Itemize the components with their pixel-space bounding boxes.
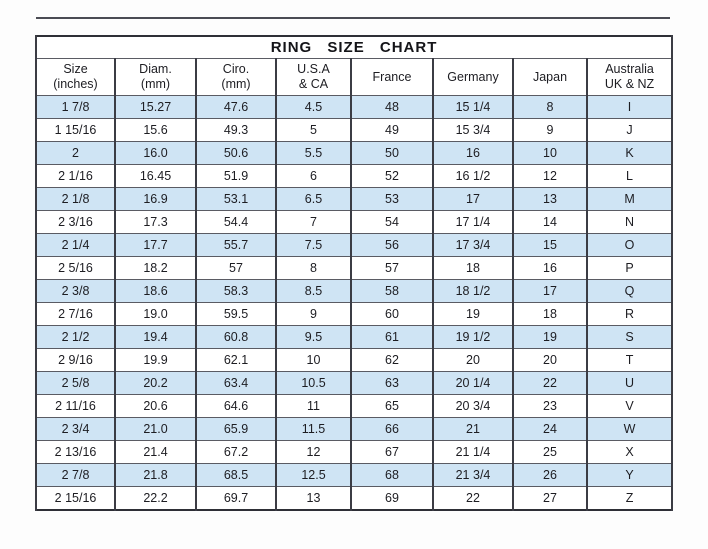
table-cell: 2 — [36, 142, 115, 165]
table-cell: M — [587, 188, 672, 211]
table-cell: 18 — [433, 257, 513, 280]
table-body — [36, 96, 672, 511]
table-cell: 16.45 — [115, 165, 196, 188]
table-row — [36, 487, 672, 511]
table-cell: 18 — [513, 303, 587, 326]
table-cell: 54 — [351, 211, 433, 234]
table-cell: 5.5 — [276, 142, 351, 165]
table-cell: 68 — [351, 464, 433, 487]
table-cell: 49 — [351, 119, 433, 142]
table-cell: 19.4 — [115, 326, 196, 349]
table-cell: 20.6 — [115, 395, 196, 418]
table-cell: T — [587, 349, 672, 372]
table-cell: 59.5 — [196, 303, 276, 326]
table-cell: 19.0 — [115, 303, 196, 326]
table-cell: 16 1/2 — [433, 165, 513, 188]
table-cell: 50 — [351, 142, 433, 165]
column-header-japan: Japan — [513, 59, 587, 96]
table-cell: S — [587, 326, 672, 349]
table-cell: 63.4 — [196, 372, 276, 395]
table-cell: 16 — [433, 142, 513, 165]
table-cell: Y — [587, 464, 672, 487]
table-cell: 58 — [351, 280, 433, 303]
table-cell: 2 5/16 — [36, 257, 115, 280]
table-cell: O — [587, 234, 672, 257]
table-row — [36, 188, 672, 211]
table-cell: 18 1/2 — [433, 280, 513, 303]
table-cell: 10 — [513, 142, 587, 165]
table-cell: 4.5 — [276, 96, 351, 119]
table-cell: V — [587, 395, 672, 418]
table-row — [36, 418, 672, 441]
title-row — [36, 36, 672, 59]
table-cell: K — [587, 142, 672, 165]
table-cell: 20 — [433, 349, 513, 372]
table-cell: 17 — [433, 188, 513, 211]
table-cell: 11 — [276, 395, 351, 418]
table-cell: 48 — [351, 96, 433, 119]
table-row — [36, 326, 672, 349]
table-cell: 50.6 — [196, 142, 276, 165]
table-row — [36, 257, 672, 280]
table-cell: 22.2 — [115, 487, 196, 511]
table-cell: 60 — [351, 303, 433, 326]
header-row — [36, 59, 672, 96]
table-cell: 17 3/4 — [433, 234, 513, 257]
column-header-circumference-mm: Ciro. (mm) — [196, 59, 276, 96]
table-cell: 65 — [351, 395, 433, 418]
column-header-france: France — [351, 59, 433, 96]
table-cell: 61 — [351, 326, 433, 349]
table-cell: 69.7 — [196, 487, 276, 511]
table-cell: 25 — [513, 441, 587, 464]
table-cell: 20 1/4 — [433, 372, 513, 395]
table-cell: 20.2 — [115, 372, 196, 395]
table-row — [36, 165, 672, 188]
table-cell: 2 11/16 — [36, 395, 115, 418]
table-cell: 53 — [351, 188, 433, 211]
table-cell: 21 3/4 — [433, 464, 513, 487]
top-rule — [36, 17, 670, 19]
table-cell: 64.6 — [196, 395, 276, 418]
table-cell: L — [587, 165, 672, 188]
table-cell: 18.2 — [115, 257, 196, 280]
table-cell: 9.5 — [276, 326, 351, 349]
table-cell: 15.27 — [115, 96, 196, 119]
table-cell: 20 3/4 — [433, 395, 513, 418]
table-cell: 62.1 — [196, 349, 276, 372]
table-cell: 22 — [513, 372, 587, 395]
table-row — [36, 303, 672, 326]
table-cell: 17 1/4 — [433, 211, 513, 234]
table-cell: Q — [587, 280, 672, 303]
table-cell: 2 1/8 — [36, 188, 115, 211]
table-cell: 26 — [513, 464, 587, 487]
table-cell: 15.6 — [115, 119, 196, 142]
table-cell: 21.8 — [115, 464, 196, 487]
table-cell: 7.5 — [276, 234, 351, 257]
table-cell: 20 — [513, 349, 587, 372]
table-cell: 2 7/16 — [36, 303, 115, 326]
table-cell: 7 — [276, 211, 351, 234]
table-cell: 56 — [351, 234, 433, 257]
table-cell: 2 1/4 — [36, 234, 115, 257]
table-cell: 24 — [513, 418, 587, 441]
table-cell: 2 3/4 — [36, 418, 115, 441]
table-cell: 60.8 — [196, 326, 276, 349]
table-cell: 65.9 — [196, 418, 276, 441]
table-cell: 22 — [433, 487, 513, 511]
table-cell: 13 — [276, 487, 351, 511]
column-header-australia-uk-nz: Australia UK & NZ — [587, 59, 672, 96]
table-row — [36, 372, 672, 395]
table-cell: W — [587, 418, 672, 441]
table-cell: N — [587, 211, 672, 234]
table-cell: 67.2 — [196, 441, 276, 464]
table-row — [36, 464, 672, 487]
table-cell: 15 — [513, 234, 587, 257]
table-cell: 2 13/16 — [36, 441, 115, 464]
table-cell: 2 1/16 — [36, 165, 115, 188]
table-cell: 57 — [351, 257, 433, 280]
table-cell: 2 7/8 — [36, 464, 115, 487]
table-cell: 52 — [351, 165, 433, 188]
table-cell: 67 — [351, 441, 433, 464]
table-cell: 16 — [513, 257, 587, 280]
table-cell: 19 — [433, 303, 513, 326]
table-cell: P — [587, 257, 672, 280]
table-cell: 2 9/16 — [36, 349, 115, 372]
table-cell: 2 1/2 — [36, 326, 115, 349]
table-cell: 15 1/4 — [433, 96, 513, 119]
table-row — [36, 142, 672, 165]
table-cell: 14 — [513, 211, 587, 234]
table-row — [36, 441, 672, 464]
table-cell: 62 — [351, 349, 433, 372]
table-cell: 21 1/4 — [433, 441, 513, 464]
table-cell: 5 — [276, 119, 351, 142]
table-cell: 17.7 — [115, 234, 196, 257]
table-cell: 53.1 — [196, 188, 276, 211]
table-row — [36, 211, 672, 234]
table-cell: Z — [587, 487, 672, 511]
ring-size-table — [35, 35, 673, 511]
table-cell: 10.5 — [276, 372, 351, 395]
table-cell: 27 — [513, 487, 587, 511]
table-cell: 16.0 — [115, 142, 196, 165]
table-cell: 63 — [351, 372, 433, 395]
column-header-size-inches: Size (inches) — [36, 59, 115, 96]
table-cell: J — [587, 119, 672, 142]
table-row — [36, 119, 672, 142]
table-cell: 57 — [196, 257, 276, 280]
table-cell: 9 — [513, 119, 587, 142]
table-cell: 21.4 — [115, 441, 196, 464]
table-cell: 18.6 — [115, 280, 196, 303]
table-cell: 17 — [513, 280, 587, 303]
table-cell: 55.7 — [196, 234, 276, 257]
table-row — [36, 234, 672, 257]
table-cell: 2 5/8 — [36, 372, 115, 395]
table-cell: 58.3 — [196, 280, 276, 303]
table-cell: 9 — [276, 303, 351, 326]
table-cell: 2 3/8 — [36, 280, 115, 303]
table-cell: 23 — [513, 395, 587, 418]
table-row — [36, 280, 672, 303]
table-cell: X — [587, 441, 672, 464]
table-cell: 8 — [276, 257, 351, 280]
column-header-germany: Germany — [433, 59, 513, 96]
table-title: RING SIZE CHART — [36, 36, 672, 59]
table-cell: 12 — [276, 441, 351, 464]
table-cell: 8.5 — [276, 280, 351, 303]
table-cell: U — [587, 372, 672, 395]
table-cell: 6.5 — [276, 188, 351, 211]
table-cell: 19.9 — [115, 349, 196, 372]
table-cell: 69 — [351, 487, 433, 511]
table-cell: 49.3 — [196, 119, 276, 142]
table-cell: 11.5 — [276, 418, 351, 441]
table-cell: I — [587, 96, 672, 119]
table-cell: 19 — [513, 326, 587, 349]
table-cell: 47.6 — [196, 96, 276, 119]
table-cell: 1 7/8 — [36, 96, 115, 119]
table-cell: 21 — [433, 418, 513, 441]
table-cell: 66 — [351, 418, 433, 441]
table-cell: 8 — [513, 96, 587, 119]
table-cell: 2 3/16 — [36, 211, 115, 234]
table-cell: 51.9 — [196, 165, 276, 188]
column-header-usa-ca: U.S.A & CA — [276, 59, 351, 96]
table-cell: 54.4 — [196, 211, 276, 234]
table-row — [36, 96, 672, 119]
table-row — [36, 395, 672, 418]
table-cell: 13 — [513, 188, 587, 211]
table-row — [36, 349, 672, 372]
table-cell: 15 3/4 — [433, 119, 513, 142]
table-cell: R — [587, 303, 672, 326]
table-cell: 2 15/16 — [36, 487, 115, 511]
table-cell: 21.0 — [115, 418, 196, 441]
table-cell: 12.5 — [276, 464, 351, 487]
table-cell: 17.3 — [115, 211, 196, 234]
table-cell: 12 — [513, 165, 587, 188]
table-cell: 10 — [276, 349, 351, 372]
table-cell: 6 — [276, 165, 351, 188]
table-cell: 68.5 — [196, 464, 276, 487]
table-cell: 1 15/16 — [36, 119, 115, 142]
column-header-diameter-mm: Diam. (mm) — [115, 59, 196, 96]
table-cell: 16.9 — [115, 188, 196, 211]
table-cell: 19 1/2 — [433, 326, 513, 349]
